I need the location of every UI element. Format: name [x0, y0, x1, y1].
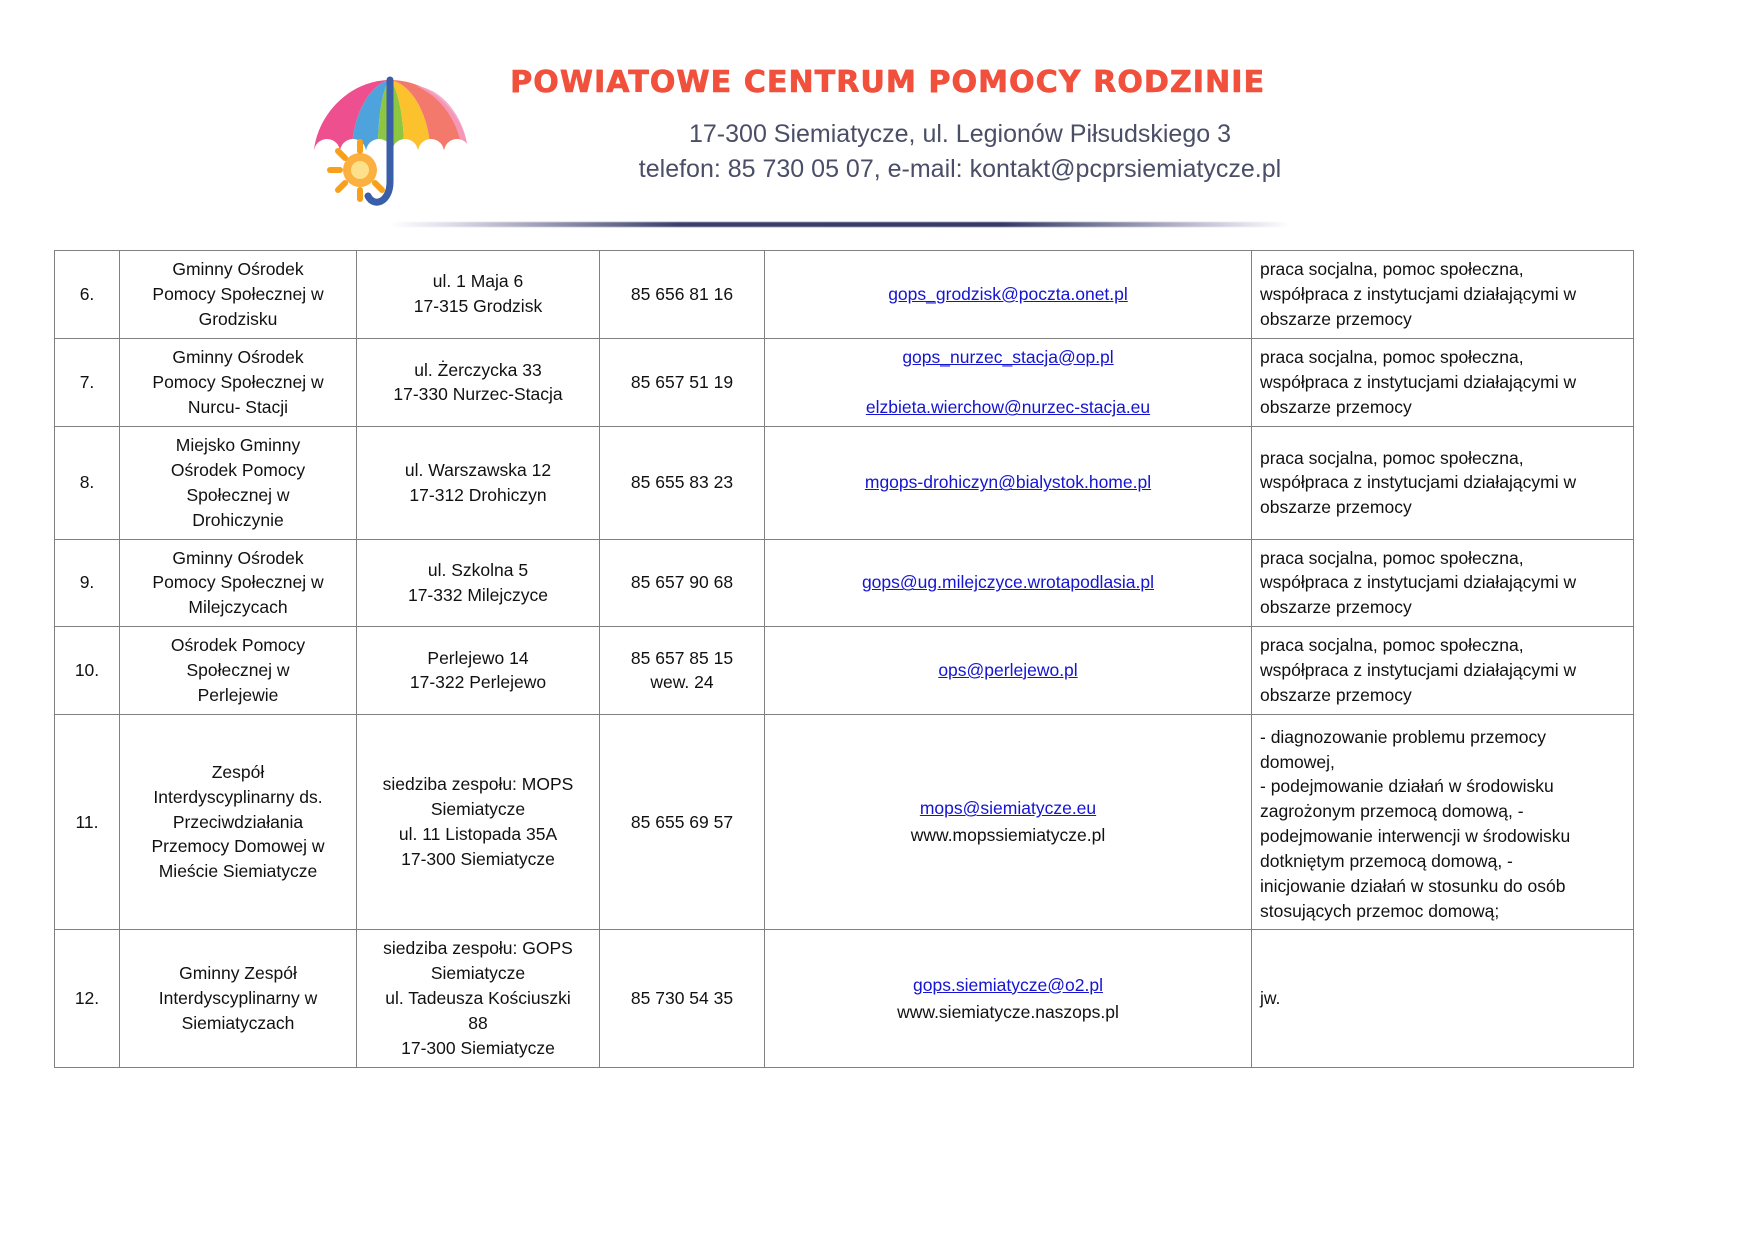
email-link[interactable]: gops_nurzec_stacja@op.pl: [902, 346, 1114, 367]
name-line: Pomocy Społecznej w: [152, 572, 324, 593]
addr-line: ul. Warszawska 12: [404, 460, 552, 481]
addr-line: ul. 1 Maja 6: [432, 271, 524, 292]
email-link[interactable]: ops@perlejewo.pl: [938, 659, 1078, 680]
address-cell: [357, 714, 600, 930]
addr-line: ul. Tadeusza Kościuszki: [385, 988, 571, 1009]
phone-cell: [600, 251, 765, 339]
name-line: Gminny Ośrodek: [172, 547, 304, 568]
organization-contact: telefon: 85 730 05 07, e-mail: kontakt@pcprsiemiatycze.pl: [638, 154, 1282, 183]
desc-line: współpraca z instytucjami działającymi w: [1260, 472, 1577, 493]
phone-line: 85 657 51 19: [630, 371, 734, 392]
organization-title: POWIATOWE CENTRUM POMOCY RODZINIE: [510, 65, 1265, 100]
letterhead: [0, 0, 1754, 248]
desc-line: praca socjalna, pomoc społeczna,: [1260, 635, 1524, 656]
desc-line: współpraca z instytucjami działającymi w: [1260, 371, 1577, 392]
name-line: Gminny Zespół: [179, 963, 297, 984]
contacts-table: [54, 250, 1634, 1068]
table-row: [55, 251, 1634, 339]
name-line: Grodzisku: [198, 308, 278, 329]
institution-name-cell: [120, 539, 357, 627]
services-description-cell: [1252, 427, 1634, 539]
phone-line: 85 657 85 15: [630, 647, 734, 668]
address-cell: [357, 539, 600, 627]
desc-line: zagrożonym przemocą domową, -: [1260, 801, 1524, 822]
phone-line: 85 655 69 57: [630, 811, 734, 832]
email-link[interactable]: elzbieta.wierchow@nurzec-stacja.eu: [865, 397, 1151, 418]
desc-line: domowej,: [1260, 751, 1335, 772]
desc-line: obszarze przemocy: [1260, 684, 1412, 705]
phone-line: 85 730 54 35: [630, 988, 734, 1009]
phone-line: wew. 24: [650, 672, 714, 693]
contacts-table-body: [55, 251, 1634, 1068]
name-line: Nurcu- Stacji: [187, 396, 289, 417]
phone-line: 85 655 83 23: [630, 472, 734, 493]
organization-address: 17-300 Siemiatycze, ul. Legionów Piłsudskiego 3: [689, 120, 1231, 148]
addr-line: 88: [468, 1012, 488, 1033]
table-row: [55, 427, 1634, 539]
email-cell: [765, 627, 1252, 715]
addr-line: ul. Szkolna 5: [427, 560, 529, 581]
addr-line: siedziba zespołu: MOPS: [382, 774, 574, 795]
email-link[interactable]: mgops-drohiczyn@bialystok.home.pl: [864, 472, 1152, 493]
phone-line: 85 657 90 68: [630, 572, 734, 593]
institution-name-cell: [120, 930, 357, 1067]
desc-line: stosujących przemoc domową;: [1260, 900, 1500, 921]
row-number-cell: 12.: [55, 930, 120, 1067]
table-row: [55, 338, 1634, 427]
letterhead-inner: [300, 52, 1410, 227]
address-cell: [357, 427, 600, 539]
desc-line: obszarze przemocy: [1260, 396, 1412, 417]
row-number-cell: 9.: [55, 539, 120, 627]
addr-line: ul. 11 Listopada 35A: [398, 824, 558, 845]
name-line: Przeciwdziałania: [172, 811, 304, 832]
name-line: Interdyscyplinarny w: [158, 988, 318, 1009]
name-line: Perlejewie: [197, 684, 279, 705]
phone-cell: [600, 427, 765, 539]
addr-line: 17-300 Siemiatycze: [401, 848, 555, 869]
institution-name-cell: [120, 338, 357, 427]
desc-line: dotkniętym przemocą domową, -: [1260, 850, 1513, 871]
addr-line: 17-312 Drohiczyn: [409, 484, 547, 505]
desc-line: - podejmowanie działań w środowisku: [1260, 776, 1554, 797]
organization-block: [480, 52, 1410, 186]
desc-line: współpraca z instytucjami działającymi w: [1260, 283, 1577, 304]
name-line: Społecznej w: [186, 484, 290, 505]
website-text: www.siemiatycze.naszops.pl: [897, 1001, 1119, 1022]
email-spacer: [773, 369, 1243, 395]
desc-line: współpraca z instytucjami działającymi w: [1260, 659, 1577, 680]
desc-line: jw.: [1260, 988, 1281, 1009]
desc-line: praca socjalna, pomoc społeczna,: [1260, 347, 1524, 368]
row-number-cell: 11.: [55, 714, 120, 930]
email-cell: [765, 930, 1252, 1067]
address-cell: [357, 930, 600, 1067]
services-description-cell: [1252, 627, 1634, 715]
phone-cell: [600, 338, 765, 427]
email-link[interactable]: mops@siemiatycze.eu: [919, 798, 1097, 819]
desc-line: podejmowanie interwencji w środowisku: [1260, 826, 1571, 847]
desc-line: - diagnozowanie problemu przemocy: [1260, 726, 1546, 747]
email-cell: [765, 539, 1252, 627]
email-cell: [765, 714, 1252, 930]
addr-line: 17-332 Milejczyce: [407, 584, 549, 605]
email-link[interactable]: gops@ug.milejczyce.wrotapodlasia.pl: [861, 572, 1155, 593]
row-number-cell: 8.: [55, 427, 120, 539]
desc-line: obszarze przemocy: [1260, 597, 1412, 618]
phone-cell: [600, 930, 765, 1067]
name-line: Miejsko Gminny: [175, 435, 301, 456]
phone-cell: [600, 539, 765, 627]
desc-line: współpraca z instytucjami działającymi w: [1260, 572, 1577, 593]
name-line: Zespół: [211, 761, 265, 782]
desc-line: obszarze przemocy: [1260, 308, 1412, 329]
name-line: Gminny Ośrodek: [172, 347, 304, 368]
contacts-table-wrapper: [54, 250, 1577, 1068]
name-line: Pomocy Społecznej w: [152, 371, 324, 392]
addr-line: Siemiatycze: [430, 799, 526, 820]
services-description-cell: [1252, 930, 1634, 1067]
institution-name-cell: [120, 251, 357, 339]
rainbow-umbrella-sun-logo: [300, 62, 480, 227]
addr-line: 17-300 Siemiatycze: [401, 1037, 555, 1058]
desc-line: obszarze przemocy: [1260, 497, 1412, 518]
desc-line: inicjowanie działań w stosunku do osób: [1260, 875, 1566, 896]
addr-line: 17-322 Perlejewo: [409, 672, 547, 693]
addr-line: Perlejewo 14: [427, 647, 529, 668]
table-row: [55, 714, 1634, 930]
website-text: www.mopssiemiatycze.pl: [910, 825, 1106, 846]
table-row: [55, 539, 1634, 627]
row-number-cell: 10.: [55, 627, 120, 715]
name-line: Ośrodek Pomocy: [170, 460, 306, 481]
email-link[interactable]: gops.siemiatycze@o2.pl: [913, 974, 1103, 995]
name-line: Pomocy Społecznej w: [152, 283, 324, 304]
services-description-cell: [1252, 539, 1634, 627]
institution-name-cell: [120, 427, 357, 539]
email-link[interactable]: gops_grodzisk@poczta.onet.pl: [888, 283, 1128, 304]
institution-name-cell: [120, 714, 357, 930]
phone-cell: [600, 627, 765, 715]
address-cell: [357, 251, 600, 339]
services-description-cell: [1252, 338, 1634, 427]
name-line: Społecznej w: [186, 659, 290, 680]
addr-line: siedziba zespołu: GOPS: [383, 938, 573, 959]
name-line: Interdyscyplinarny ds.: [153, 786, 323, 807]
table-row: [55, 627, 1634, 715]
address-cell: [357, 627, 600, 715]
name-line: Mieście Siemiatycze: [158, 861, 318, 882]
institution-name-cell: [120, 627, 357, 715]
services-description-cell: [1252, 714, 1634, 930]
name-line: Ośrodek Pomocy: [170, 635, 306, 656]
desc-line: praca socjalna, pomoc społeczna,: [1260, 547, 1524, 568]
email-cell: [765, 338, 1252, 427]
row-number-cell: 7.: [55, 338, 120, 427]
services-description-cell: [1252, 251, 1634, 339]
name-line: Gminny Ośrodek: [172, 259, 304, 279]
table-row: [55, 930, 1634, 1067]
phone-cell: [600, 714, 765, 930]
email-cell: [765, 427, 1252, 539]
addr-line: 17-315 Grodzisk: [413, 296, 543, 317]
row-number-cell: 6.: [55, 251, 120, 339]
desc-line: praca socjalna, pomoc społeczna,: [1260, 259, 1524, 279]
desc-line: praca socjalna, pomoc społeczna,: [1260, 447, 1524, 468]
address-cell: [357, 338, 600, 427]
addr-line: ul. Żerczycka 33: [414, 359, 542, 380]
name-line: Drohiczynie: [192, 509, 284, 530]
name-line: Milejczycach: [188, 597, 288, 618]
name-line: Przemocy Domowej w: [151, 836, 325, 857]
phone-line: 85 656 81 16: [630, 283, 734, 304]
name-line: Siemiatyczach: [181, 1012, 295, 1033]
header-divider-rule: [390, 222, 1290, 227]
email-cell: [765, 251, 1252, 339]
addr-line: 17-330 Nurzec-Stacja: [393, 384, 563, 405]
addr-line: Siemiatycze: [430, 963, 526, 984]
